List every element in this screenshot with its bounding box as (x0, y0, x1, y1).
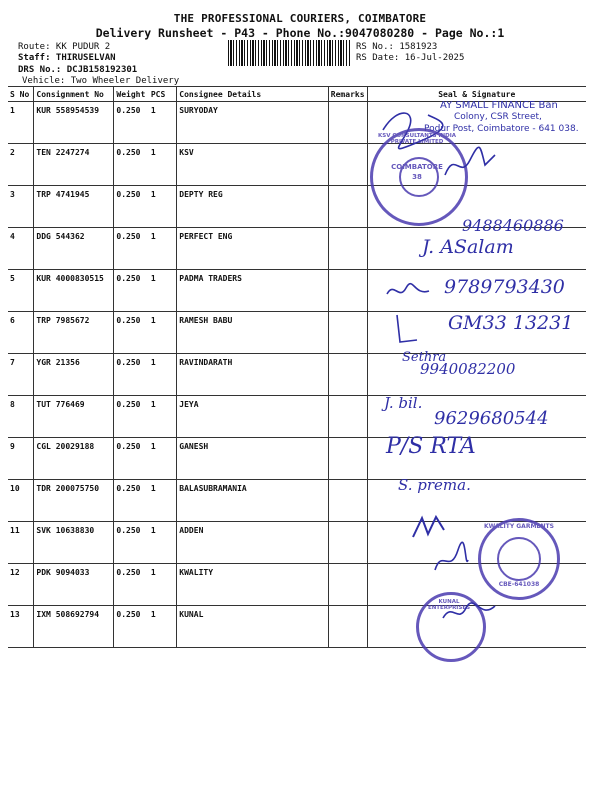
cell-consignee: DEPTY REG (177, 186, 329, 228)
cell-weight: 0.250 (114, 228, 149, 270)
company-title: THE PROFESSIONAL COURIERS, COIMBATORE (173, 12, 427, 25)
staff: Staff: THIRUSELVAN (18, 53, 116, 63)
cell-consignment-no: TEN 2247274 (34, 144, 114, 186)
cell-remarks (328, 144, 367, 186)
cell-pcs: 1 (149, 564, 177, 606)
cell-consignment-no: YGR 21356 (34, 354, 114, 396)
cell-weight: 0.250 (114, 102, 149, 144)
cell-consignee: RAMESH BABU (177, 312, 329, 354)
suryoday-stamp-bank: AY SMALL FINANCE Ban (440, 100, 558, 111)
row13-signature (440, 598, 500, 628)
rs-date: RS Date: 16-Jul-2025 (356, 53, 465, 63)
cell-remarks (328, 228, 367, 270)
cell-pcs: 1 (149, 396, 177, 438)
cell-consignment-no: SVK 10638830 (34, 522, 114, 564)
kunal-stamp-ring: KUNAL ENTERPRISES (427, 599, 471, 611)
suryoday-stamp-address1: Colony, CSR Street, (454, 112, 542, 122)
ksv-signature (440, 140, 500, 190)
ksv-stamp-ring: KSV CONSULTANTS INDIA PRIVATE LIMITED (377, 133, 457, 145)
barcode (228, 40, 350, 66)
cell-sno: 12 (8, 564, 34, 606)
cell-sno: 6 (8, 312, 34, 354)
row4-phone: 9488460886 (462, 216, 564, 235)
kwality-stamp-ring: KWALITY GARMENTS (484, 523, 554, 530)
ksv-stamp-center: COIMBATORE (391, 163, 443, 171)
cell-consignment-no: PDK 9094033 (34, 564, 114, 606)
cell-weight: 0.250 (114, 396, 149, 438)
cell-consignee: ADDEN (177, 522, 329, 564)
kwality-stamp (478, 518, 560, 600)
col-weight: Weight (114, 87, 149, 102)
row10-name: S. prema. (398, 476, 471, 494)
cell-pcs: 1 (149, 144, 177, 186)
cell-remarks (328, 186, 367, 228)
cell-remarks (328, 438, 367, 480)
col-remarks: Remarks (328, 87, 367, 102)
cell-sno: 8 (8, 396, 34, 438)
cell-pcs: 1 (149, 186, 177, 228)
cell-pcs: 1 (149, 438, 177, 480)
table-row (8, 480, 586, 522)
cell-weight: 0.250 (114, 312, 149, 354)
cell-consignment-no: TRP 4741945 (34, 186, 114, 228)
cell-sno: 4 (8, 228, 34, 270)
cell-consignment-no: KUR 4000830515 (34, 270, 114, 312)
col-pcs: PCS (149, 87, 177, 102)
cell-consignee: RAVINDARATH (177, 354, 329, 396)
cell-sno: 3 (8, 186, 34, 228)
cell-consignee: KUNAL (177, 606, 329, 648)
row6-signature (392, 312, 422, 348)
cell-consignee: GANESH (177, 438, 329, 480)
cell-pcs: 1 (149, 606, 177, 648)
col-sno: S No (8, 87, 34, 102)
route: Route: KK PUDUR 2 (18, 42, 111, 52)
cell-remarks (328, 270, 367, 312)
cell-sno: 7 (8, 354, 34, 396)
cell-remarks (328, 102, 367, 144)
cell-pcs: 1 (149, 312, 177, 354)
drs-number: DRS No.: DCJB158192301 (18, 65, 138, 75)
cell-weight: 0.250 (114, 144, 149, 186)
cell-weight: 0.250 (114, 480, 149, 522)
cell-weight: 0.250 (114, 438, 149, 480)
cell-remarks (328, 480, 367, 522)
row5-phone: 9789793430 (444, 276, 565, 298)
cell-pcs: 1 (149, 522, 177, 564)
cell-weight: 0.250 (114, 354, 149, 396)
cell-remarks (328, 396, 367, 438)
cell-sno: 5 (8, 270, 34, 312)
row6-note: GM33 13231 (448, 312, 574, 334)
cell-pcs: 1 (149, 102, 177, 144)
row5-signature (384, 276, 434, 306)
cell-weight: 0.250 (114, 186, 149, 228)
cell-consignment-no: IXM 508692794 (34, 606, 114, 648)
cell-sno: 11 (8, 522, 34, 564)
row9-note: P/S RTA (386, 434, 476, 459)
cell-sno: 1 (8, 102, 34, 144)
cell-sno: 13 (8, 606, 34, 648)
ksv-stamp-number: 38 (412, 173, 422, 181)
cell-weight: 0.250 (114, 606, 149, 648)
cell-weight: 0.250 (114, 270, 149, 312)
cell-sno: 10 (8, 480, 34, 522)
suryoday-stamp-address2: Podur Post, Coimbatore - 641 038. (424, 124, 579, 134)
cell-sno: 9 (8, 438, 34, 480)
table-row (8, 438, 586, 480)
vehicle: Vehicle: Two Wheeler Delivery (22, 76, 180, 86)
row4-name: J. ASalam (422, 236, 514, 258)
col-consignee: Consignee Details (177, 87, 329, 102)
cell-pcs: 1 (149, 354, 177, 396)
cell-consignee: KSV (177, 144, 329, 186)
cell-consignment-no: TRP 7985672 (34, 312, 114, 354)
cell-sno: 2 (8, 144, 34, 186)
cell-remarks (328, 354, 367, 396)
cell-pcs: 1 (149, 270, 177, 312)
cell-consignment-no: KUR 558954539 (34, 102, 114, 144)
cell-consignee: JEYA (177, 396, 329, 438)
cell-pcs: 1 (149, 480, 177, 522)
row8-phone: 9629680544 (434, 408, 549, 429)
cell-consignee: PERFECT ENG (177, 228, 329, 270)
cell-consignment-no: TUT 776469 (34, 396, 114, 438)
cell-weight: 0.250 (114, 564, 149, 606)
cell-remarks (328, 522, 367, 564)
col-seal-signature: Seal & Signature (367, 87, 586, 102)
runsheet-subtitle: Delivery Runsheet - P43 - Phone No.:9047080280 - Page No.:1 (95, 26, 505, 40)
cell-remarks (328, 564, 367, 606)
cell-consignment-no: CGL 20029188 (34, 438, 114, 480)
row7-phone: 9940082200 (420, 360, 516, 378)
cell-consignee: SURYODAY (177, 102, 329, 144)
col-consignment: Consignment No (34, 87, 114, 102)
row7-name: Sethra (402, 350, 447, 365)
row8-initial: J. bil. (384, 394, 423, 412)
cell-consignee: BALASUBRAMANIA (177, 480, 329, 522)
cell-remarks (328, 606, 367, 648)
cell-consignee: PADMA TRADERS (177, 270, 329, 312)
cell-remarks (328, 312, 367, 354)
cell-pcs: 1 (149, 228, 177, 270)
rs-number: RS No.: 1581923 (356, 42, 438, 52)
row11-signature (410, 512, 450, 542)
kwality-stamp-bottom: CBE-641038 (498, 581, 540, 588)
cell-weight: 0.250 (114, 522, 149, 564)
cell-consignment-no: DDG 544362 (34, 228, 114, 270)
cell-consignee: KWALITY (177, 564, 329, 606)
row12-signature (430, 540, 470, 580)
cell-consignment-no: TDR 200075750 (34, 480, 114, 522)
